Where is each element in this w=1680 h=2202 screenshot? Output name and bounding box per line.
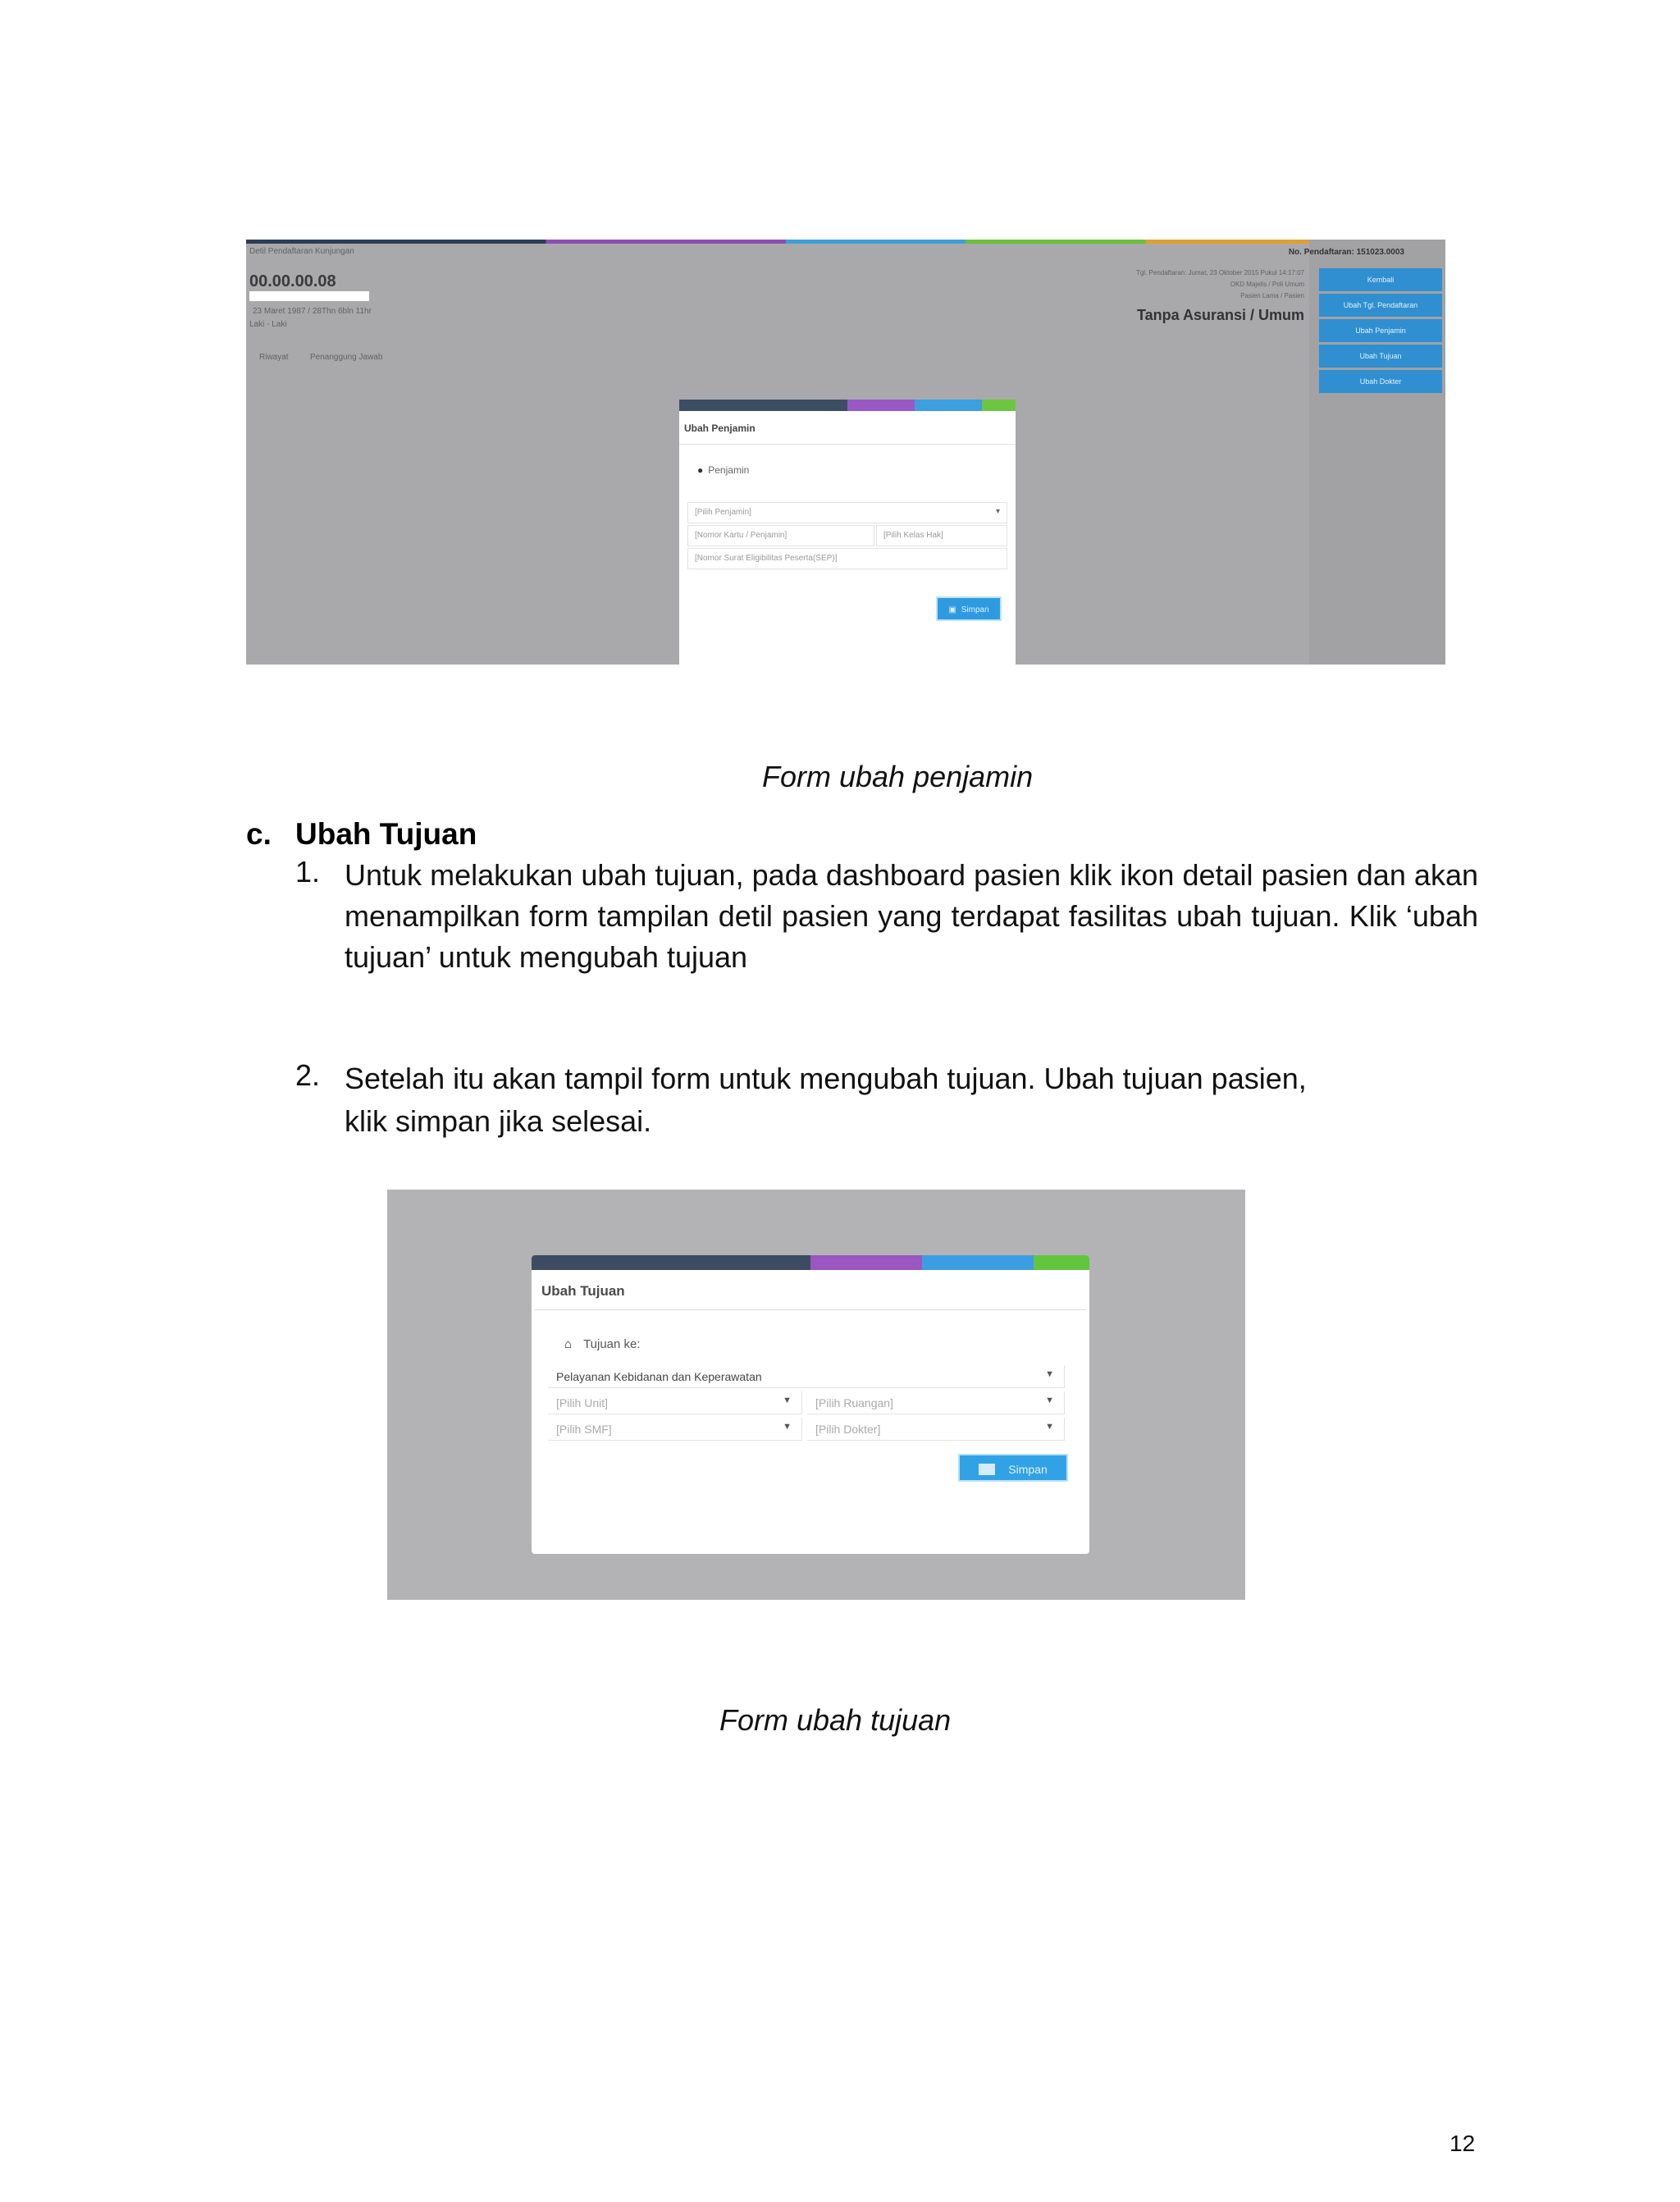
penjamin-select[interactable] [687,502,1007,523]
side-button-panel [1319,268,1442,395]
tab-riwayat[interactable]: Riwayat [259,353,289,362]
room-select-placeholder: [Pilih Ruangan] [815,1396,893,1409]
step-1-text: Untuk melakukan ubah tujuan, pada dashboard pasien klik ikon detail pasien dan akan menampilkan form tampilan detil pasien yang terdapat fasilitas ubah tujuan. Klik ‘ubah tujuan’ untuk mengubah tujuan [345,858,1478,974]
class-select[interactable]: [Pilih Kelas Hak] [876,525,1007,546]
back-button[interactable]: Kembali [1319,268,1442,291]
ubah-tujuan-modal [532,1255,1089,1554]
destination-select-value: Pelayanan Kebidanan dan Keperawatan [556,1370,762,1383]
step-1-number: 1. [295,855,321,889]
modal-title: Ubah Penjamin [679,411,1016,445]
screenshot-form-ubah-tujuan [387,1190,1245,1600]
modal-title: Ubah Tujuan [535,1270,1086,1310]
registration-date: Tgl. Pendaftaran: Jumat, 23 Oktober 2015 Pukul 14:17:07 [1135,269,1304,276]
tab-penanggung-jawab[interactable]: Penanggung Jawab [310,353,383,362]
registration-number: No. Pendaftaran: 151023.0003 [1288,248,1404,257]
section-title: Ubah Tujuan [295,817,477,851]
modal-color-stripe [532,1255,1089,1270]
chevron-down-icon: ▼ [1045,1396,1054,1405]
color-stripe [246,240,1445,244]
unit-select-placeholder: [Pilih Unit] [556,1396,609,1409]
step-2-number: 2. [295,1058,321,1092]
save-icon [979,1464,995,1475]
home-icon: ⌂ [564,1337,573,1351]
save-icon: ▣ [948,605,956,614]
caption-form-ubah-tujuan: Form ubah tujuan [719,1703,952,1737]
status-line: Pasien Lama / Pasien [1240,292,1304,299]
doctor-select-placeholder: [Pilih Dokter] [815,1423,881,1436]
change-doctor-button[interactable]: Ubah Dokter [1319,370,1442,393]
change-registration-date-button[interactable]: Ubah Tgl. Pendaftaran [1319,294,1442,317]
screenshot-form-ubah-penjamin [246,240,1445,665]
change-guarantor-button[interactable]: Ubah Penjamin [1319,319,1442,342]
room-select[interactable] [807,1391,1065,1414]
insurance-label: Tanpa Asuransi / Umum [1136,307,1304,323]
header-left: Detil Pendaftaran Kunjungan [249,247,354,256]
section-heading [246,817,477,852]
chevron-down-icon: ▾ [995,507,1000,516]
section-label-text: Tujuan ke: [583,1337,641,1351]
step-2-line-2: klik simpan jika selesai. [345,1104,652,1138]
chevron-down-icon: ▼ [1045,1369,1054,1379]
section-label-text: Penjamin [708,464,750,476]
card-number-input[interactable]: [Nomor Kartu / Penjamin] [687,525,874,546]
save-button-label: Simpan [1008,1463,1048,1476]
ubah-penjamin-modal [679,400,1016,665]
unit-line: OKD Majelis / Poli Umum [1230,281,1304,288]
change-destination-button[interactable]: Ubah Tujuan [1319,345,1442,368]
page-number: 12 [1449,2131,1476,2156]
chevron-down-icon: ▼ [783,1396,792,1405]
smf-select-placeholder: [Pilih SMF] [556,1423,612,1436]
dob-line: 23 Maret 1987 / 28Thn 6bln 11hr [253,307,372,316]
sep-number-input[interactable]: [Nomor Surat Eligibilitas Peserta(SEP)] [687,548,1007,569]
doctor-select[interactable] [807,1418,1065,1441]
penjamin-select-placeholder: [Pilih Penjamin] [695,508,751,517]
chevron-down-icon: ▼ [1045,1422,1054,1432]
save-button[interactable] [958,1454,1068,1482]
section-letter: c. [246,817,272,851]
smf-select[interactable] [548,1418,802,1441]
tujuan-section-label [564,1337,641,1351]
save-button-label: Simpan [961,605,989,614]
chevron-down-icon: ▼ [783,1422,792,1432]
save-button[interactable] [936,596,1002,621]
destination-select[interactable] [548,1365,1065,1388]
caption-form-ubah-penjamin: Form ubah penjamin [762,760,1034,793]
step-2-line-1: Setelah itu akan tampil form untuk mengubah tujuan. Ubah tujuan pasien, [345,1062,1307,1095]
modal-color-stripe [679,400,1016,411]
unit-select[interactable] [548,1391,802,1414]
redacted-name [249,291,369,301]
user-icon: ● [697,464,704,476]
penjamin-section-label [697,464,1016,476]
gender-line: Laki - Laki [249,320,287,329]
patient-code: 00.00.00.08 [249,272,336,290]
